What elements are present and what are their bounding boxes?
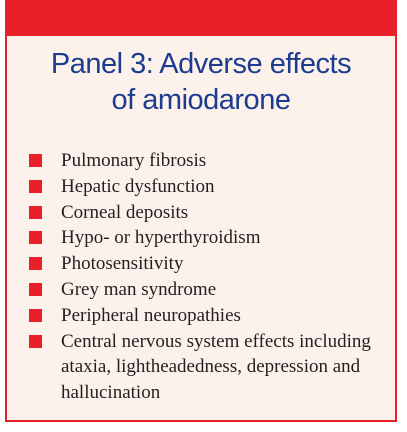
bullet-square-icon [29, 231, 42, 244]
bullet-square-icon [29, 180, 42, 193]
list-item [29, 174, 389, 200]
list-item [29, 225, 389, 251]
list-item-label: Corneal deposits [61, 201, 189, 223]
panel-title [7, 46, 395, 118]
panel-title-line-1: Panel 3: Adverse effects [50, 48, 352, 80]
list-item [29, 251, 389, 277]
panel-header-bar [7, 2, 395, 36]
bullet-square-icon [29, 257, 42, 270]
list-item-label: Central nervous system effects including ataxia, lightheadedness, depression and hallucination [61, 330, 371, 404]
list-item-label: Photosensitivity [61, 253, 184, 275]
list-item-label: Hypo- or hyperthyroidism [61, 227, 261, 249]
bullet-square-icon [29, 283, 42, 296]
list-item-label: Peripheral neuropathies [61, 304, 241, 326]
list-item-label: Hepatic dysfunction [61, 175, 215, 197]
list-item [29, 148, 389, 174]
bullet-square-icon [29, 309, 42, 322]
list-item [29, 277, 389, 303]
list-item [29, 303, 389, 329]
list-item [29, 329, 389, 406]
list-item-label: Grey man syndrome [61, 278, 217, 300]
list-item [29, 200, 389, 226]
bullet-square-icon [29, 335, 42, 348]
panel-title-line-2: of amiodarone [111, 84, 291, 116]
bullet-square-icon [29, 206, 42, 219]
bullet-square-icon [29, 154, 42, 167]
panel-box [5, 0, 397, 422]
adverse-effects-list [29, 148, 389, 406]
list-item-label: Pulmonary fibrosis [61, 150, 207, 171]
